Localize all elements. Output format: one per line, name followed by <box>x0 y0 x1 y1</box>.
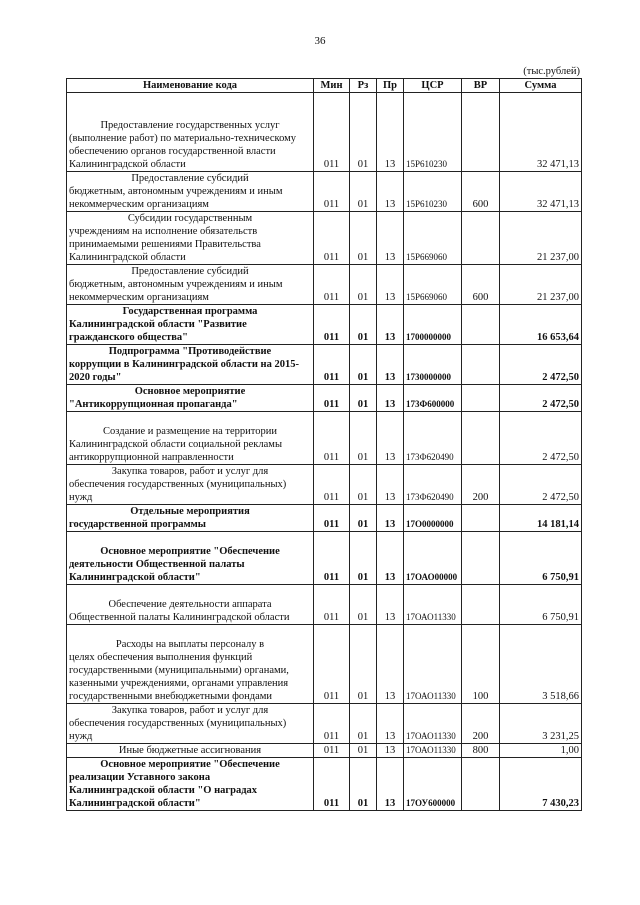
row-vr <box>462 758 500 811</box>
table-row <box>67 412 582 465</box>
row-rz: 01 <box>350 585 377 625</box>
row-name-line: некоммерческим организациям <box>69 199 209 210</box>
row-csr: 173Ф600000 <box>404 385 462 412</box>
row-name-line: Калининградской области <box>69 252 186 263</box>
row-vr: 600 <box>462 265 500 305</box>
row-name-line: принимаемыми решениями Правительства <box>69 239 261 250</box>
row-name-line: Основное мероприятие <box>134 386 246 397</box>
row-name-line: целях обеспечения выполнения функций <box>69 652 253 663</box>
row-name <box>67 704 314 744</box>
row-vr: 100 <box>462 625 500 704</box>
row-name-line: бюджетным, автономным учреждениям и иным <box>69 279 283 290</box>
row-name-line: обеспечения государственных (муниципальных) <box>69 479 287 490</box>
row-name-line: государственной программы <box>69 519 206 530</box>
row-sum: 2 472,50 <box>500 345 582 385</box>
row-min: 011 <box>314 93 350 172</box>
row-name-line: Калининградской области" <box>69 798 201 809</box>
row-name-line: Основное мероприятие "Обеспечение <box>100 759 280 770</box>
page-number: 36 <box>314 35 326 47</box>
row-name-line: Предоставление субсидий <box>131 266 249 277</box>
table-header-row <box>67 79 582 93</box>
row-csr: 1700000000 <box>404 305 462 345</box>
row-pr: 13 <box>377 412 404 465</box>
table-row <box>67 505 582 532</box>
row-sum: 21 237,00 <box>500 212 582 265</box>
header-sum: Сумма <box>500 79 582 93</box>
row-pr: 13 <box>377 532 404 585</box>
row-name-line: государственными внебюджетными фондами <box>69 691 273 702</box>
row-min: 011 <box>314 265 350 305</box>
row-name-line: деятельности Общественной палаты <box>69 559 245 570</box>
row-name-line <box>69 585 311 598</box>
row-vr: 800 <box>462 744 500 758</box>
row-rz: 01 <box>350 758 377 811</box>
row-name-line: обеспечению органов государственной власти <box>69 146 276 157</box>
row-csr: 15Р610230 <box>404 172 462 212</box>
row-name-line: гражданского общества" <box>69 332 189 343</box>
row-sum: 14 181,14 <box>500 505 582 532</box>
row-name-line: учреждениям на исполнение обязательств <box>69 226 258 237</box>
row-name <box>67 212 314 265</box>
table-row <box>67 532 582 585</box>
row-vr <box>462 412 500 465</box>
row-csr: 15Р669060 <box>404 265 462 305</box>
row-min: 011 <box>314 585 350 625</box>
row-sum: 3 231,25 <box>500 704 582 744</box>
row-name-line: некоммерческим организациям <box>69 292 209 303</box>
row-min: 011 <box>314 505 350 532</box>
row-sum: 7 430,23 <box>500 758 582 811</box>
row-csr: 17ОАО11330 <box>404 625 462 704</box>
table-row <box>67 93 582 172</box>
row-csr: 15Р669060 <box>404 212 462 265</box>
row-rz: 01 <box>350 93 377 172</box>
units-label: (тыс.рублей) <box>523 66 580 77</box>
header-min: Мин <box>314 79 350 93</box>
row-sum: 3 518,66 <box>500 625 582 704</box>
table-row <box>67 265 582 305</box>
row-vr: 200 <box>462 704 500 744</box>
row-sum: 2 472,50 <box>500 412 582 465</box>
row-vr <box>462 385 500 412</box>
row-name <box>67 744 314 758</box>
table-row <box>67 758 582 811</box>
row-rz: 01 <box>350 212 377 265</box>
row-name-line: Калининградской области <box>69 159 186 170</box>
row-name-line <box>69 412 311 425</box>
row-pr: 13 <box>377 93 404 172</box>
table-row <box>67 172 582 212</box>
table-row <box>67 704 582 744</box>
row-rz: 01 <box>350 744 377 758</box>
row-pr: 13 <box>377 305 404 345</box>
row-name <box>67 93 314 172</box>
row-name-line: нужд <box>69 731 93 742</box>
header-vr: ВР <box>462 79 500 93</box>
row-pr: 13 <box>377 744 404 758</box>
row-csr: 17ОАО11330 <box>404 585 462 625</box>
row-sum: 2 472,50 <box>500 465 582 505</box>
table-row <box>67 625 582 704</box>
table-row <box>67 385 582 412</box>
row-rz: 01 <box>350 172 377 212</box>
row-name-line: Предоставление субсидий <box>131 173 249 184</box>
row-sum: 2 472,50 <box>500 385 582 412</box>
row-name-line: Калининградской области социальной рекламы <box>69 439 282 450</box>
row-pr: 13 <box>377 385 404 412</box>
row-vr <box>462 93 500 172</box>
row-sum: 32 471,13 <box>500 93 582 172</box>
row-sum: 6 750,91 <box>500 532 582 585</box>
row-vr <box>462 305 500 345</box>
table-row <box>67 345 582 385</box>
row-min: 011 <box>314 412 350 465</box>
row-name-line <box>69 106 311 119</box>
row-sum: 21 237,00 <box>500 265 582 305</box>
row-vr: 200 <box>462 465 500 505</box>
row-name <box>67 532 314 585</box>
row-name-line: Калининградской области" <box>69 572 201 583</box>
row-vr: 600 <box>462 172 500 212</box>
row-name-line: Закупка товаров, работ и услуг для <box>111 466 269 477</box>
row-name-line: Отдельные мероприятия <box>130 506 250 517</box>
row-name-line: Субсидии государственным <box>127 213 253 224</box>
row-csr: 17ОАО00000 <box>404 532 462 585</box>
budget-table <box>66 78 582 811</box>
row-csr: 15Р610230 <box>404 93 462 172</box>
row-name <box>67 758 314 811</box>
row-name <box>67 385 314 412</box>
row-rz: 01 <box>350 305 377 345</box>
row-name-line: Калининградской области "О наградах <box>69 785 258 796</box>
row-vr <box>462 345 500 385</box>
row-rz: 01 <box>350 532 377 585</box>
row-name-line: обеспечения государственных (муниципальных) <box>69 718 287 729</box>
row-sum: 1,00 <box>500 744 582 758</box>
row-csr: 17ОУ600000 <box>404 758 462 811</box>
row-min: 011 <box>314 172 350 212</box>
row-name <box>67 265 314 305</box>
table-row <box>67 465 582 505</box>
row-name-line: антикоррупционной направленности <box>69 452 234 463</box>
row-name-line: Создание и размещение на территории <box>103 426 277 437</box>
table-row <box>67 744 582 758</box>
row-name-line: Иные бюджетные ассигнования <box>118 745 262 756</box>
row-pr: 13 <box>377 172 404 212</box>
row-csr: 173Ф620490 <box>404 412 462 465</box>
row-name-line: Закупка товаров, работ и услуг для <box>111 705 269 716</box>
row-pr: 13 <box>377 758 404 811</box>
row-name-line: Основное мероприятие "Обеспечение <box>100 546 280 557</box>
row-name-line: государственными (муниципальными) органами, <box>69 665 289 676</box>
row-min: 011 <box>314 385 350 412</box>
row-min: 011 <box>314 465 350 505</box>
row-name-line: (выполнение работ) по материально-техническому <box>69 133 297 144</box>
row-rz: 01 <box>350 345 377 385</box>
row-name-line: Обеспечение деятельности аппарата <box>108 599 272 610</box>
row-min: 011 <box>314 532 350 585</box>
row-min: 011 <box>314 345 350 385</box>
row-name-line: Расходы на выплаты персоналу в <box>115 639 265 650</box>
row-pr: 13 <box>377 265 404 305</box>
row-rz: 01 <box>350 505 377 532</box>
row-rz: 01 <box>350 412 377 465</box>
row-name-line: казенными учреждениями, органами управления <box>69 678 289 689</box>
row-name <box>67 412 314 465</box>
row-pr: 13 <box>377 625 404 704</box>
row-name-line: нужд <box>69 492 93 503</box>
row-name-line: коррупции в Калининградской области на 2015- <box>69 359 299 370</box>
row-rz: 01 <box>350 385 377 412</box>
row-min: 011 <box>314 758 350 811</box>
header-pr: Пр <box>377 79 404 93</box>
row-name <box>67 345 314 385</box>
header-rz: Рз <box>350 79 377 93</box>
row-min: 011 <box>314 305 350 345</box>
table-row <box>67 212 582 265</box>
row-name-line <box>69 532 311 545</box>
row-sum: 32 471,13 <box>500 172 582 212</box>
row-name-line <box>69 93 311 106</box>
row-csr: 1730000000 <box>404 345 462 385</box>
row-min: 011 <box>314 212 350 265</box>
row-pr: 13 <box>377 212 404 265</box>
row-name <box>67 585 314 625</box>
row-pr: 13 <box>377 505 404 532</box>
row-sum: 16 653,64 <box>500 305 582 345</box>
table-row <box>67 585 582 625</box>
row-name-line <box>69 625 311 638</box>
row-min: 011 <box>314 625 350 704</box>
table-row <box>67 305 582 345</box>
row-min: 011 <box>314 744 350 758</box>
row-csr: 17ОАО11330 <box>404 744 462 758</box>
row-name-line: Предоставление государственных услуг <box>100 120 280 131</box>
row-name <box>67 625 314 704</box>
row-pr: 13 <box>377 585 404 625</box>
row-pr: 13 <box>377 465 404 505</box>
row-name-line: Калининградской области "Развитие <box>69 319 247 330</box>
row-rz: 01 <box>350 704 377 744</box>
row-name <box>67 465 314 505</box>
row-sum: 6 750,91 <box>500 585 582 625</box>
row-name-line: "Антикоррупционная пропаганда" <box>69 399 238 410</box>
row-name-line: бюджетным, автономным учреждениям и иным <box>69 186 283 197</box>
row-min: 011 <box>314 704 350 744</box>
row-vr <box>462 585 500 625</box>
row-vr <box>462 505 500 532</box>
header-csr: ЦСР <box>404 79 462 93</box>
row-name-line: реализации Уставного закона <box>69 772 211 783</box>
row-vr <box>462 532 500 585</box>
row-name <box>67 505 314 532</box>
row-pr: 13 <box>377 345 404 385</box>
row-name <box>67 305 314 345</box>
header-name: Наименование кода <box>67 79 314 93</box>
row-vr <box>462 212 500 265</box>
row-csr: 17ОАО11330 <box>404 704 462 744</box>
row-rz: 01 <box>350 625 377 704</box>
row-name-line: Подпрограмма "Противодействие <box>108 346 272 357</box>
row-name-line: Государственная программа <box>122 306 258 317</box>
row-csr: 173Ф620490 <box>404 465 462 505</box>
row-pr: 13 <box>377 704 404 744</box>
row-rz: 01 <box>350 265 377 305</box>
row-name-line: 2020 годы" <box>69 372 122 383</box>
row-name-line: Общественной палаты Калининградской области <box>69 612 290 623</box>
row-csr: 17О0000000 <box>404 505 462 532</box>
row-rz: 01 <box>350 465 377 505</box>
row-name <box>67 172 314 212</box>
